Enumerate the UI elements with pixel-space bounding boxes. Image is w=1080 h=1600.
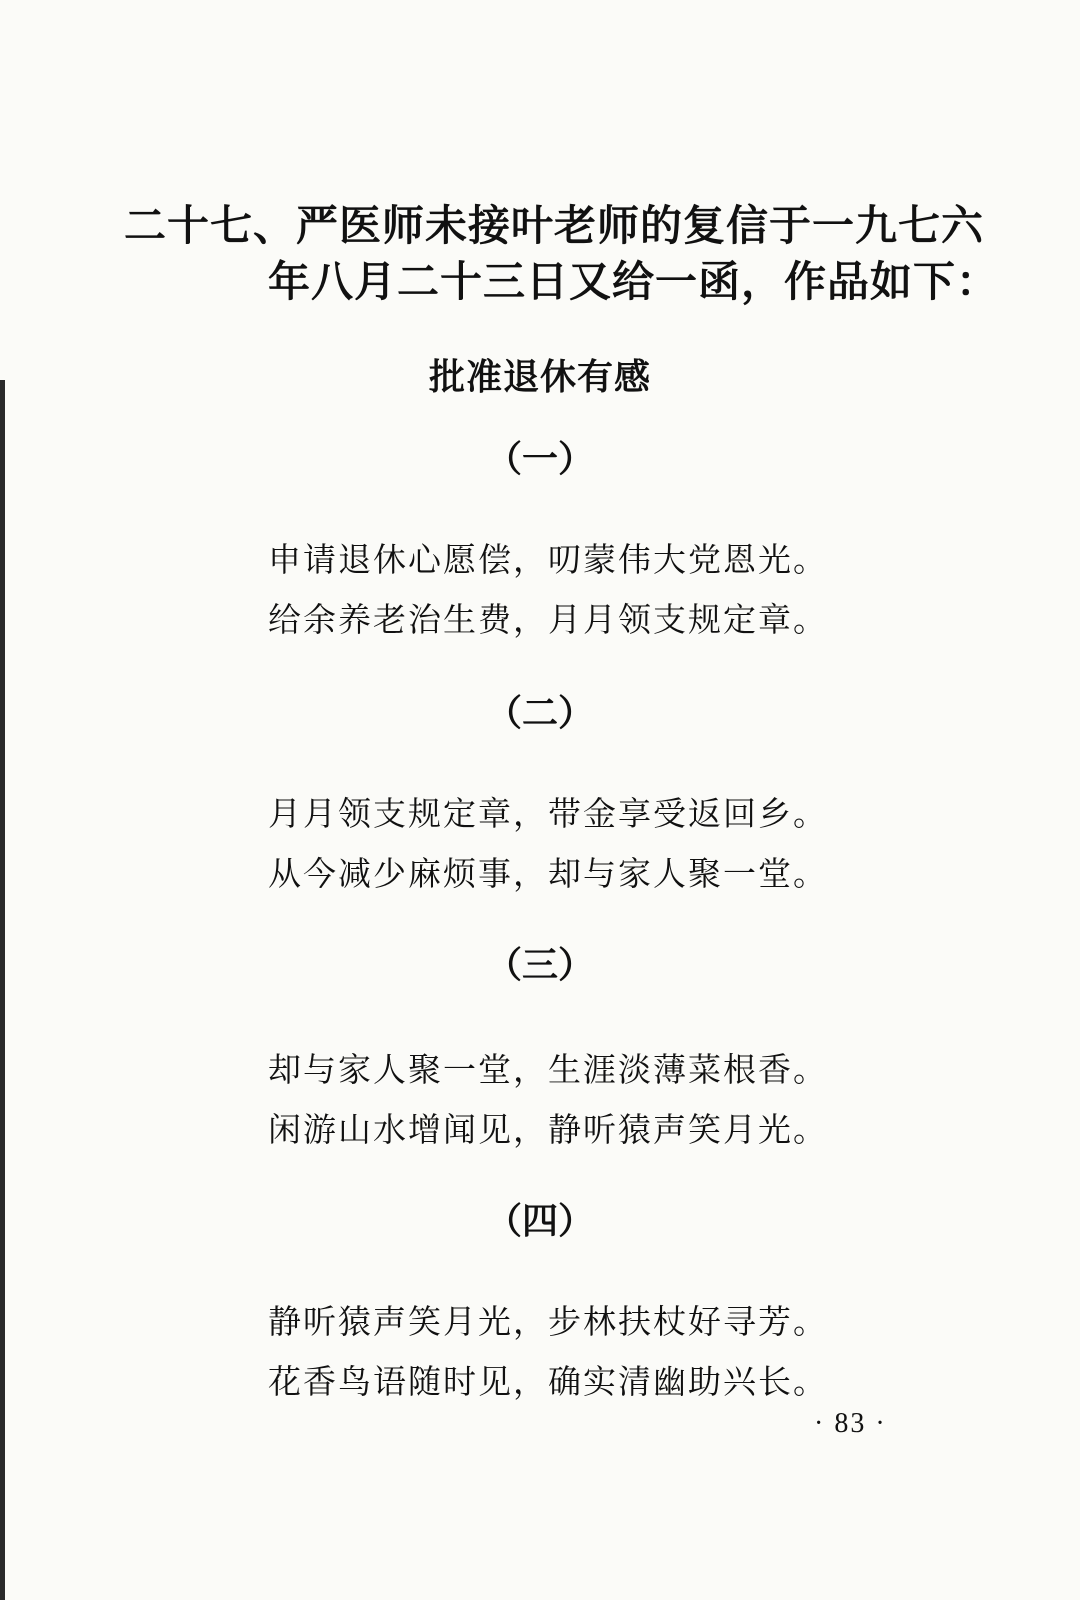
section-number-1: （一） [485, 439, 594, 480]
heading-line-2: 年八月二十三日又给一函，作品如下： [268, 257, 1000, 306]
verse-line: 闲游山水增闻见，静听猿声笑月光。 [268, 1110, 828, 1149]
verse-line: 静听猿声笑月光，步林扶杖好寻芳。 [268, 1302, 828, 1341]
verse-line: 却与家人聚一堂，生涯淡薄菜根香。 [268, 1050, 828, 1089]
section-number-3: （三） [485, 945, 594, 986]
section-number-4: （四） [485, 1201, 594, 1242]
verse-line: 从今减少麻烦事，却与家人聚一堂。 [268, 854, 828, 893]
poem-title: 批准退休有感 [428, 357, 651, 398]
verse-line: 申请退休心愿偿，叨蒙伟大党恩光。 [268, 540, 828, 579]
verse-line: 给余养老治生费，月月领支规定章。 [268, 600, 828, 639]
page-number: · 83 · [814, 1408, 887, 1439]
verse-line: 花香鸟语随时见，确实清幽助兴长。 [268, 1362, 828, 1401]
heading-line-1: 二十七、严医师未接叶老师的复信于一九七六 [124, 201, 985, 250]
verse-line: 月月领支规定章，带金享受返回乡。 [268, 794, 828, 833]
section-number-2: （二） [485, 693, 594, 734]
